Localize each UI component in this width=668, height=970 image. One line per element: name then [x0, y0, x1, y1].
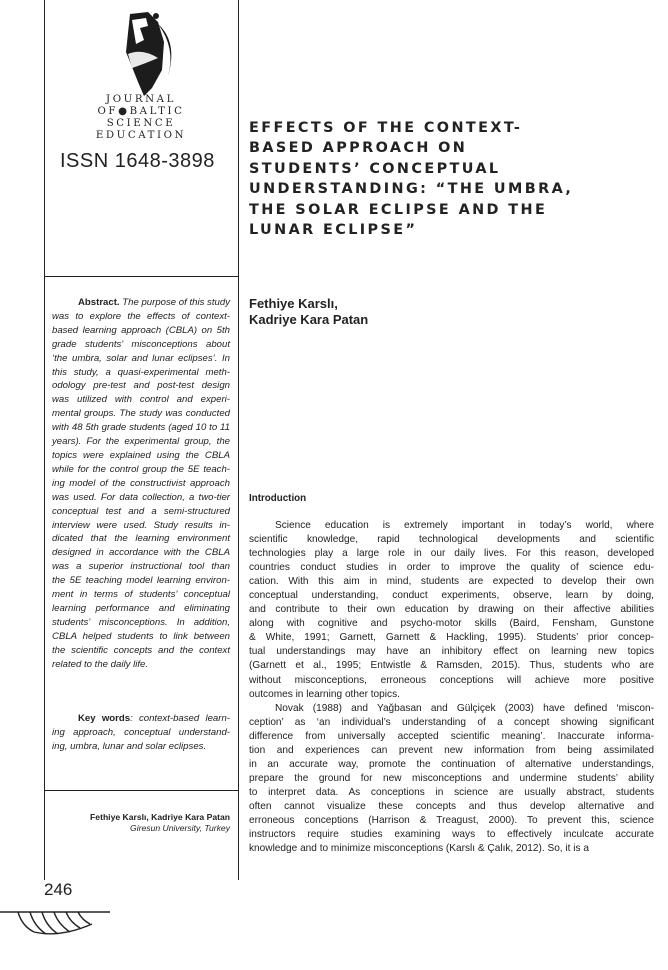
body-line: outcomes in learning other topics. [249, 688, 400, 700]
abstract-line: ing model of the constructivist approach [52, 477, 230, 489]
body-line: tual understandings may have an inhibitory effect on learning new topics [249, 646, 654, 658]
author-name: Kadriye Kara Patan [249, 312, 369, 327]
issn: ISSN 1648-3898 [60, 150, 215, 172]
abstract-line: was a superior instructional tool than [52, 561, 230, 573]
abstract-line: learning performance and eliminating [52, 602, 230, 614]
journal-name-line-2: OF●BALTIC [97, 106, 185, 117]
page-number: 246 [44, 880, 73, 899]
abstract-line: years). For the experimental group, the [52, 436, 230, 448]
title-line: THE SOLAR ECLIPSE AND THE [249, 201, 548, 218]
authors [249, 296, 549, 328]
title-line: STUDENTS’ CONCEPTUAL [249, 160, 501, 177]
body-line: countries conduct studies in order to improve the quality of science edu- [249, 562, 654, 574]
abstract-line: was used. For data collection, a two-tier [52, 491, 230, 503]
body-line: Novak (1988) and Yağbasan and Gülçiçek (2003) have defined ‘miscon- [275, 702, 654, 714]
affiliation [52, 812, 230, 834]
affiliation-university: Giresun University, Turkey [130, 823, 230, 833]
abstract-bottom-rule [44, 790, 239, 791]
article-title [249, 118, 654, 240]
abstract-line: related to the daily life. [52, 658, 148, 670]
abstract-line: conceptual test and a semi-structured [52, 505, 230, 517]
abstract-line: was to explore the effects of context- [52, 310, 230, 322]
abstract-label: Abstract. [78, 297, 120, 308]
abstract-line: students’ misconceptions. In addition, [52, 616, 230, 628]
body-line: technologies play a large role in our daily lives. For this reason, developed [249, 548, 654, 560]
body-line: in an accurate way, promote the continuation of alternative understandings, [249, 758, 654, 770]
keywords-line: ing approach, conceptual understand- [52, 726, 230, 738]
journal-logo-icon [118, 12, 182, 96]
body-line: ception’ as ‘an individual’s understanding of a concept showing significant [249, 716, 654, 728]
title-line: EFFECTS OF THE CONTEXT- [249, 120, 523, 136]
abstract-line: Abstract. The purpose of this study [78, 297, 230, 308]
body-line: instructors require studies examining ways to effectively inculcate accurate [249, 829, 654, 841]
abstract-line: was utilized with control and experi- [52, 394, 230, 406]
abstract-line: while for the control group the 5E teach- [52, 463, 230, 475]
body-line: tion and experiences can prevent new information from being assimilated [249, 744, 654, 756]
journal-name-line-1: JOURNAL [106, 94, 176, 105]
body-line: along with cognitive and psycho-motor skills (Baird, Fensham, Gunstone [249, 618, 654, 630]
abstract-line: designed in accordance with the CBLA [52, 547, 230, 559]
body-line: to interpret data. As conceptions in science are usually abstract, students [249, 786, 654, 798]
keywords-label: Key words [78, 713, 131, 724]
body-line: often cannot visualize these concepts and thus develop alternative and [249, 800, 654, 812]
abstract-line: topics were explained using the CBLA [52, 449, 230, 461]
title-line: UNDERSTANDING: “THE UMBRA, [249, 181, 574, 198]
body-line: conceptual understanding, conduct experiments, observe, learn by doing, [249, 590, 654, 602]
body-line: erroneous conceptions (Harrison & Treagust, 2000). To prevent this, science [249, 814, 654, 826]
title-line: LUNAR ECLIPSE” [249, 222, 418, 239]
introduction-body [249, 519, 654, 856]
abstract-line: the scientific concepts and the context [52, 644, 230, 656]
header-rule [44, 276, 239, 277]
abstract-line: odology pre-test and post-test design [52, 380, 230, 392]
abstract-line: the 5E teaching model learning environ- [52, 575, 230, 587]
keywords-line: ing, umbra, lunar and solar eclipses. [52, 740, 207, 752]
author-name: Fethiye Karslı, [249, 296, 338, 311]
journal-name-line-4: EDUCATION [95, 130, 187, 141]
abstract-line: mental groups. The study was conducted [52, 408, 230, 420]
body-line: Science education is extremely important in today’s world, where [275, 520, 654, 531]
section-heading: Introduction [249, 493, 307, 504]
affiliation-names: Fethiye Karslı, Kadriye Kara Patan [90, 812, 230, 822]
journal-name-line-3: SCIENCE [106, 118, 176, 129]
body-line: scientific knowledge, rapid technological developments and scientific [249, 534, 654, 546]
abstract-line: based learning approach (CBLA) on 5th [52, 324, 230, 336]
body-line: & White, 1991; Garnett, Garnett & Hackling, 1995). Students’ prior concep- [249, 632, 654, 644]
body-line: without misconceptions, erroneous conceptions will achieve more positive [249, 674, 654, 686]
decorative-fan-icon [0, 900, 120, 940]
abstract-line: ‘the umbra, solar and lunar eclipses’. In [52, 352, 230, 364]
body-line: prepare the ground for new misconceptions and undermine students’ ability [249, 772, 654, 784]
column-divider [238, 0, 239, 880]
keywords-line: Key words: context-based learn- [78, 713, 230, 724]
abstract-line: interview were used. Study results in- [52, 519, 230, 531]
body-line: cation. With this aim in mind, students are expected to develop their own [249, 576, 654, 588]
abstract-line: this study, a quasi-experimental meth- [52, 366, 230, 378]
left-frame-rule [44, 0, 45, 880]
abstract [52, 296, 230, 671]
body-line: knowledge and to minimize misconceptions (Karslı & Çalık, 2012). So, it is a [249, 843, 589, 855]
abstract-line: dicated that the learning environment [52, 533, 230, 545]
body-line: (Garnett et al., 1995; Entwistle & Ramsden, 2015). Thus, students who are [249, 660, 654, 672]
abstract-line: CBLA helped students to link between [52, 630, 230, 642]
abstract-line: ment in terms of students’ conceptual [52, 589, 230, 601]
abstract-line: with 48 5th grade students (aged 10 to 11 [52, 422, 230, 434]
keywords [52, 712, 230, 754]
title-line: BASED APPROACH ON [249, 140, 468, 157]
body-line: and contribute to their own education by drawing on their affective abilities [249, 604, 654, 616]
abstract-line: grade students’ misconceptions about [52, 338, 230, 350]
body-line: difference from universally accepted scientific meaning’. Inaccurate informa- [249, 730, 654, 742]
